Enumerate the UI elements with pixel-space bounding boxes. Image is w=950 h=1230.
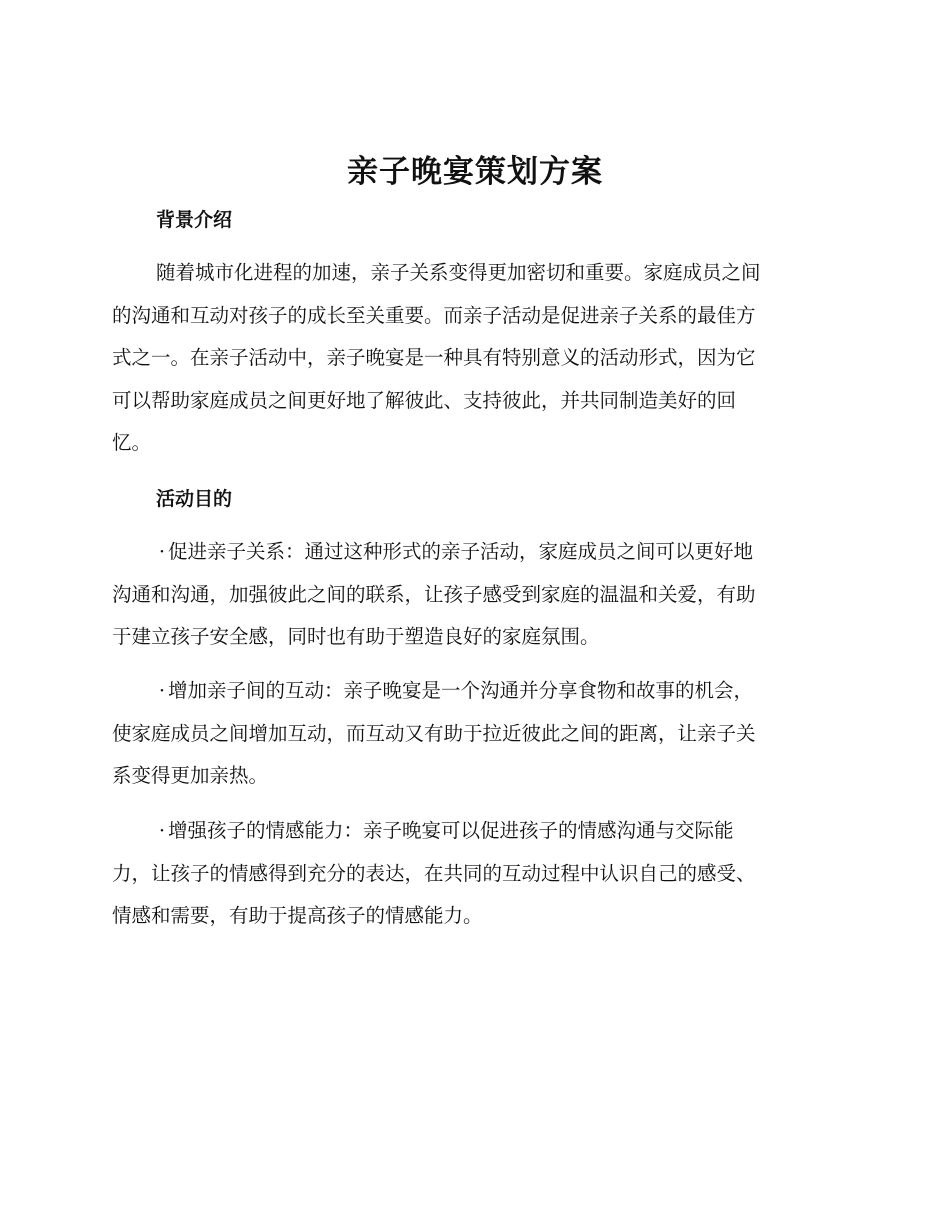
paragraph-line: 沟通和沟通，加强彼此之间的联系，让孩子感受到家庭的温温和关爱，有助 xyxy=(112,582,756,606)
paragraph-line: 力，让孩子的情感得到充分的表达，在共同的互动过程中认识自己的感受、 xyxy=(112,861,756,885)
paragraph-line: 系变得更加亲热。 xyxy=(112,764,269,787)
purpose-item-3 xyxy=(112,810,834,938)
paragraph-line xyxy=(112,810,834,853)
paragraph-line: 使家庭成员之间增加互动，而互动又有助于拉近彼此之间的距离，让亲子关 xyxy=(112,721,756,745)
paragraph-line-text: 增加亲子间的互动：亲子晚宴是一个沟通并分享食物和故事的机会， xyxy=(168,679,754,702)
paragraph-line: 式之一。在亲子活动中，亲子晚宴是一种具有特别意义的活动形式，因为它 xyxy=(112,346,756,369)
paragraph-line xyxy=(112,670,834,713)
paragraph-line: 情感和需要，有助于提高孩子的情感能力。 xyxy=(112,904,483,927)
purpose-item-1 xyxy=(112,531,834,659)
bullet-marker: · xyxy=(158,540,166,563)
paragraph-line: 随着城市化进程的加速，亲子关系变得更加密切和重要。家庭成员之间 xyxy=(156,261,761,284)
paragraph-line: 忆。 xyxy=(112,431,152,454)
document-title: 亲子晚宴策划方案 xyxy=(347,154,603,190)
section-heading-background: 背景介绍 xyxy=(156,209,233,231)
bullet-marker: · xyxy=(158,819,166,842)
paragraph-line: 于建立孩子安全感，同时也有助于塑造良好的家庭氛围。 xyxy=(112,625,600,648)
paragraph-line: 可以帮助家庭成员之间更好地了解彼此、支持彼此，并共同制造美好的回 xyxy=(112,388,737,412)
background-paragraph xyxy=(112,252,834,465)
paragraph-line: 的沟通和互动对孩子的成长至关重要。而亲子活动是促进亲子关系的最佳方 xyxy=(112,303,756,327)
paragraph-line-text: 增强孩子的情感能力：亲子晚宴可以促进孩子的情感沟通与交际能 xyxy=(168,819,734,842)
purpose-item-2 xyxy=(112,670,834,798)
section-heading-purpose: 活动目的 xyxy=(156,488,233,510)
paragraph-line xyxy=(112,531,834,574)
bullet-marker: · xyxy=(158,679,166,702)
paragraph-line-text: 促进亲子关系：通过这种形式的亲子活动，家庭成员之间可以更好地 xyxy=(168,540,754,563)
